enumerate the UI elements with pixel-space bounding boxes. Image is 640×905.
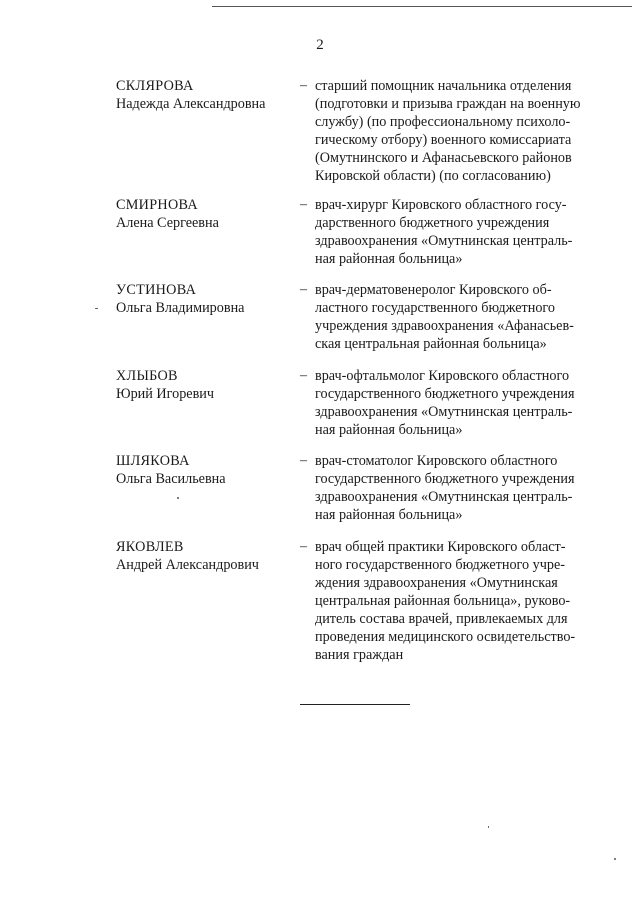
position-line: здравоохранения «Омутнинская централь- <box>315 404 573 420</box>
member-position <box>315 196 597 268</box>
position-line: проведения медицинского освидетельство- <box>315 629 576 645</box>
position-line: дитель состава врачей, привлекаемых для <box>315 611 568 627</box>
position-line: центральная районная больница», руково- <box>315 593 571 609</box>
member-position <box>315 452 597 524</box>
member-given-names: Ольга Владимировна <box>116 300 245 316</box>
position-line: ная районная больница» <box>315 422 463 438</box>
dash-separator: – <box>300 78 307 93</box>
scan-speck <box>177 497 179 499</box>
member-name <box>116 196 296 232</box>
member-surname: СКЛЯРОВА <box>116 78 194 94</box>
scan-speck <box>488 826 489 828</box>
position-line: государственного бюджетного учреждения <box>315 471 575 487</box>
member-position <box>315 77 597 185</box>
position-line: ждения здравоохранения «Омутнинская <box>315 575 558 591</box>
end-rule <box>300 704 410 705</box>
position-line: учреждения здравоохранения «Афанасьев- <box>315 318 574 334</box>
position-line: ная районная больница» <box>315 507 463 523</box>
member-position <box>315 367 597 439</box>
position-line: врач-дерматовенеролог Кировского об- <box>315 282 552 298</box>
member-surname: ЯКОВЛЕВ <box>116 539 184 555</box>
member-position <box>315 538 597 664</box>
member-name <box>116 77 296 113</box>
member-given-names: Андрей Александрович <box>116 557 259 573</box>
position-line: вания граждан <box>315 647 404 663</box>
member-surname: СМИРНОВА <box>116 197 198 213</box>
dash-separator: – <box>300 453 307 468</box>
position-line: врач общей практики Кировского област- <box>315 539 566 555</box>
position-line: врач-стоматолог Кировского областного <box>315 453 558 469</box>
member-surname: ШЛЯКОВА <box>116 453 190 469</box>
member-given-names: Алена Сергеевна <box>116 215 219 231</box>
dash-separator: – <box>300 282 307 297</box>
position-line: врач-офтальмолог Кировского областного <box>315 368 570 384</box>
position-line: ская центральная районная больница» <box>315 336 547 352</box>
dash-separator: – <box>300 197 307 212</box>
page-number: 2 <box>316 37 324 53</box>
position-line: старший помощник начальника отделения <box>315 78 572 94</box>
member-position <box>315 281 597 353</box>
member-name <box>116 367 296 403</box>
position-line: гическому отбору) военного комиссариата <box>315 132 572 148</box>
member-given-names: Юрий Игоревич <box>116 386 215 402</box>
position-line: (Омутнинского и Афанасьевского районов <box>315 150 572 166</box>
member-name <box>116 281 296 317</box>
position-line: ная районная больница» <box>315 251 463 267</box>
position-line: дарственного бюджетного учреждения <box>315 215 550 231</box>
member-name <box>116 538 296 574</box>
position-line: здравоохранения «Омутнинская централь- <box>315 489 573 505</box>
position-line: здравоохранения «Омутнинская централь- <box>315 233 573 249</box>
position-line: службу) (по профессиональному психоло- <box>315 114 571 130</box>
dash-separator: – <box>300 368 307 383</box>
member-given-names: Надежда Александровна <box>116 96 266 112</box>
dash-separator: – <box>300 539 307 554</box>
position-line: врач-хирург Кировского областного госу- <box>315 197 567 213</box>
member-name <box>116 452 296 488</box>
scan-speck <box>95 308 98 309</box>
scan-speck <box>614 858 616 860</box>
member-surname: ХЛЫБОВ <box>116 368 178 384</box>
position-line: (подготовки и призыва граждан на военную <box>315 96 581 112</box>
position-line: ного государственного бюджетного учре- <box>315 557 565 573</box>
position-line: Кировской области) (по согласованию) <box>315 168 551 184</box>
top-rule <box>212 6 632 7</box>
position-line: государственного бюджетного учреждения <box>315 386 575 402</box>
member-surname: УСТИНОВА <box>116 282 197 298</box>
position-line: ластного государственного бюджетного <box>315 300 555 316</box>
member-given-names: Ольга Васильевна <box>116 471 226 487</box>
